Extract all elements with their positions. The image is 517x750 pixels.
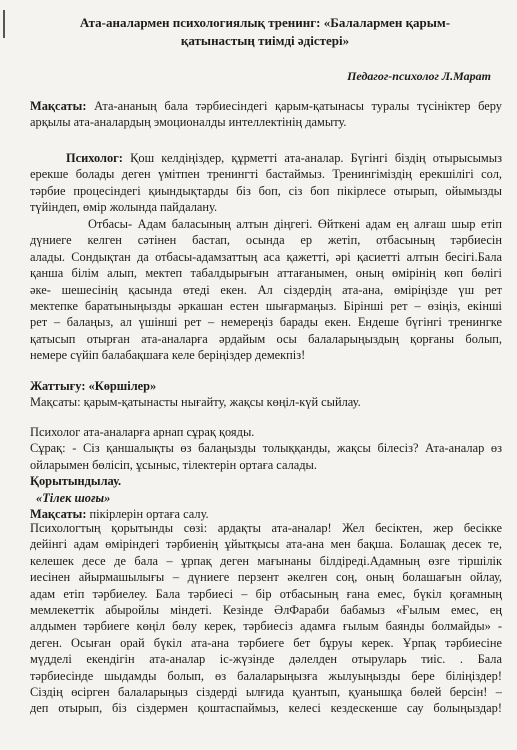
conclusion-line-1: Психологтың қорытынды сөзі: ардақты ата-аналар! Жел бесіктен, жер бесікке bbox=[30, 521, 502, 535]
author-signature: Педагог-психолог Л.Марат bbox=[347, 69, 491, 83]
family-line-9: немере сүйіп балабақшаға келе беріңіздер демекпіз! bbox=[30, 348, 306, 363]
wish-heading: «Тілек шоғы» bbox=[36, 490, 111, 505]
wish-goal-text: пікірлерін ортаға салу. bbox=[86, 507, 209, 522]
goal-label: Мақсаты: bbox=[30, 99, 87, 113]
conclusion-line-10: тәрбиесінде шыдамды болып, өз балаларыңызға жылуыңызды бере біліңіздер! bbox=[30, 668, 502, 683]
family-line-5: әке- шешесінің қасында өтеді екен. Ал сіздердің ата-ана, өміріңізде үш рет bbox=[30, 282, 502, 297]
conclusion-line-12: деп отырып, біз сіздермен қоштаспаймыз, келесі кездескенше сау болыңыздар! bbox=[30, 701, 502, 716]
psychologist-paragraph bbox=[30, 150, 502, 216]
title-line-2: қатынастың тиімді әдістері» bbox=[180, 33, 350, 48]
document-title bbox=[40, 14, 490, 50]
conclusion-line-11: Сіздің өсірген балаларыңыз сіздерді ылғида қуантып, қуанышқа бөлей берсін! – bbox=[30, 685, 502, 700]
conclusion-paragraph bbox=[30, 520, 502, 717]
psych-line-4: түйіндеп, өмір жолында пайдалану. bbox=[30, 200, 218, 215]
family-paragraph bbox=[30, 216, 502, 364]
conclusion-line-2: дейінгі адам өміріндегі тәрбиенің ұйытқысы ата-ана мен бақша. Болашақ десек те, bbox=[30, 537, 502, 552]
family-line-3: алады. Сондықтан да отбасы-адамзаттың аса қажетті, әрі қасиетті алтын бесігі.Бала bbox=[30, 249, 502, 264]
goal-line-1 bbox=[30, 98, 502, 114]
survey-section bbox=[30, 424, 502, 522]
family-line-6: мектепке баратыныңызды әркашан естен шығармаңыз. Бірінші рет – өзіңіз, екінші bbox=[30, 299, 502, 314]
psych-line-1 bbox=[30, 150, 502, 166]
exercise-section bbox=[30, 378, 502, 411]
wish-goal-label: Мақсаты: bbox=[30, 507, 87, 522]
survey-question-line-2: ойларымен бөлісіп, ұсыныс, тілектерін ортаға салады. bbox=[30, 457, 317, 472]
conclusion-line-3: келешек десе де бала – ұрпақ деген мағынаны білдіреді.Адамның өзге тіршілік bbox=[30, 553, 502, 568]
summary-heading: Қорытындылау. bbox=[30, 474, 122, 489]
survey-intro: Психолог ата-аналарға арнап сұрақ қояды. bbox=[30, 425, 255, 439]
title-line-1: Ата-аналармен психологиялық тренинг: «Балалармен қарым- bbox=[79, 15, 451, 30]
family-line-1: Отбасы- Адам баласының алтын діңгегі. Өйткені адам ең алғаш шыр етіп bbox=[88, 217, 502, 231]
family-line-2: дүниеге келген сәтінен бастап, осында ер жетіп, отбасының тәрбиесін bbox=[30, 233, 502, 248]
goal-paragraph bbox=[30, 98, 502, 131]
psych-text: Қош келдіңіздер, құрметті ата-аналар. Бүгінгі біздің отырысымыз bbox=[122, 151, 502, 165]
psych-line-3: тәрбие процесіндегі қиындықтарды біз боп, сіз боп пікірлесе отырып, ойымызды bbox=[30, 183, 502, 198]
family-line-4: қанша білім алып, мектеп табалдырығын аттағанымен, оның өмірінің көп бөлігі bbox=[30, 266, 502, 281]
exercise-heading: Жаттығу: «Көршілер» bbox=[30, 379, 157, 393]
goal-line-2: арқылы ата-аналардың эмоционалды интеллектінің дамыту. bbox=[30, 115, 347, 130]
goal-text: Ата-ананың бала тәрбиесіндегі қарым-қатынасы туралы түсініктер беру bbox=[86, 99, 502, 113]
conclusion-line-9: мүдделі екендігін ата-аналар іс-жүзінде дәлелден отыруларь тиіс. . Бала bbox=[30, 652, 502, 667]
survey-question-line-1: Сұрақ: - Сіз қаншалықты өз балаңызды толыққанды, жақсы білесіз? Ата-аналар өз bbox=[30, 441, 502, 456]
family-line-8: қатысып отырған ата-аналарға әрдайым осы балаларыңыздың қорғаны болып, bbox=[30, 331, 502, 346]
conclusion-line-8: деген. Осыған орай бүкіл ата-ана тәрбиеге бет бұруы керек. Ұрпақ тәрбиесіне bbox=[30, 635, 502, 650]
family-line-7: рет – балаңыз, ал үшінші рет – немереңіз барады екен. Ендеше бүгінгі тренингке bbox=[30, 315, 502, 330]
exercise-goal: Мақсаты: қарым-қатынасты нығайту, жақсы көңіл-күй сыйлау. bbox=[30, 395, 361, 410]
conclusion-line-5: адам етіп тәрбиелеу. Бала тәрбиесі – бір отбасының ғана емес, бүкіл қоғамның bbox=[30, 586, 502, 601]
scan-edge-mark bbox=[3, 10, 5, 38]
conclusion-line-4: иесінен айырмашылығы – дүниеге перзент әкелген соң, оның болашағын ойлау, bbox=[30, 570, 502, 585]
psych-label: Психолог: bbox=[66, 151, 123, 165]
conclusion-line-6: мемлекеттік абыройлы міндеті. Кезінде ӘлФараби бабамыз «Ғылым емес, ең bbox=[30, 603, 502, 618]
conclusion-line-7: алдымен тәрбиеге көңіл бөлу керек, тәрбиесіз адамға ғылым баянды болмайды» - bbox=[30, 619, 502, 634]
psych-line-2: ерекше болады деген үмітпен тренингті бастаймыз. Тренингіміздің ерекшілігі сол, bbox=[30, 167, 502, 182]
